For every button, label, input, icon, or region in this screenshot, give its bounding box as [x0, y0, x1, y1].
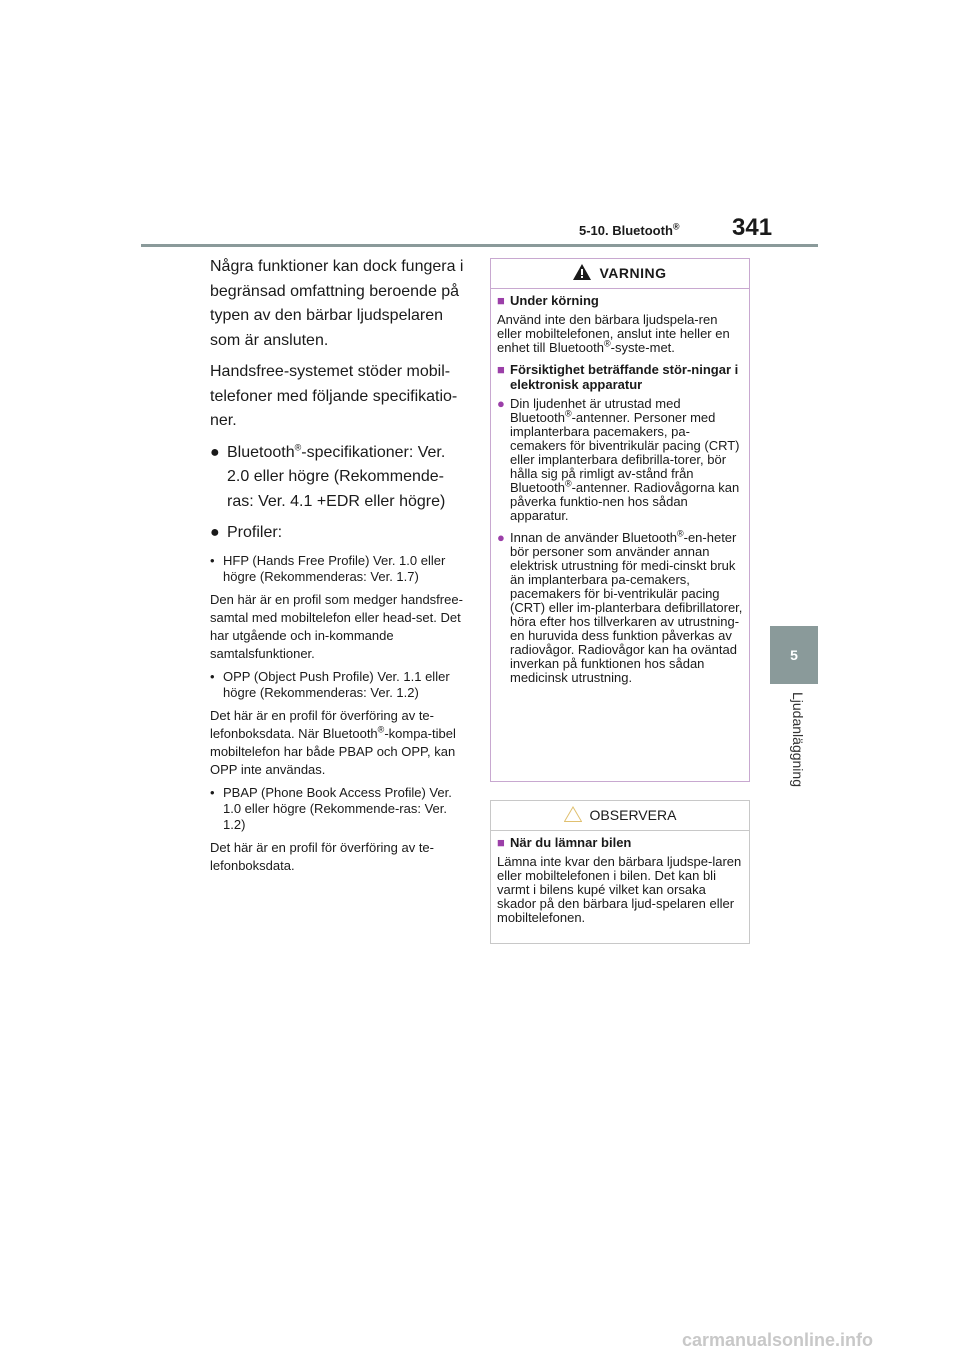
warning-title: VARNING	[599, 265, 667, 281]
notice-box	[490, 800, 750, 944]
circle-bullet-icon: ●	[497, 530, 505, 545]
pbap-description: Det här är en profil för överföring av te-lefonboksdata.	[210, 839, 434, 873]
notice-title: OBSERVERA	[589, 807, 677, 823]
notice-triangle-icon	[564, 806, 582, 822]
square-bullet-icon: ■	[497, 293, 505, 308]
square-bullet-icon: ■	[497, 362, 505, 377]
notice-header	[491, 801, 749, 831]
hfp-item: • HFP (Hands Free Profile) Ver. 1.0 eller högre (Rekommenderas: Ver. 1.7)	[210, 552, 446, 584]
opp-item: • OPP (Object Push Profile) Ver. 1.1 eller högre (Rekommenderas: Ver. 1.2)	[210, 668, 450, 700]
chapter-label: Ljudanläggning	[790, 692, 806, 787]
section-title-text: 5-10. Bluetooth	[579, 223, 673, 238]
warning-box	[490, 258, 750, 782]
bullet-bluetooth-spec: ● Bluetooth®-specifikationer: Ver. 2.0 eller högre (Rekommende-ras: Ver. 4.1 +EDR eller högre)	[210, 442, 446, 510]
warning-heading-driving: ■ Under körning	[497, 293, 599, 308]
warning-driving-text: Använd inte den bärbara ljudspela-ren eller mobiltelefonen, anslut inte heller en enhet till Bluetooth®-syste-met.	[497, 312, 730, 355]
bullet-dot-icon: ●	[210, 524, 220, 541]
registered-mark: ®	[672, 221, 680, 232]
hfp-description: Den här är en profil som medger handsfree-samtal med mobiltelefon eller head-set. Det har utgående och in-kommande samtalsfunktioner.	[210, 591, 463, 661]
warning-header	[491, 259, 749, 289]
chapter-tab[interactable]: 5	[770, 626, 818, 684]
warning-heading-interference: ■ Försiktighet beträffande stör-ningar i elektronisk apparatur	[497, 362, 739, 392]
bullet-profiles: ● Profiler:	[210, 521, 468, 546]
opp-description: Det här är en profil för överföring av te-lefonboksdata. När Bluetooth®-kompa-tibel mobiltelefon har både PBAP och OPP, kan OPP inte användas.	[210, 707, 456, 777]
page-number: 341	[732, 214, 773, 241]
circle-bullet-icon: ●	[497, 396, 505, 411]
header-rule	[141, 244, 818, 247]
warning-medical-item: ● Innan de använder Bluetooth®-en-heter bör personer som använder annan elektrisk utrustning för medi-cinskt bruk än implanterbara pa-cemakers, pacemakers för bi-ventrikulär pacing (CRT) eller im-planterbara defibrillatorer, höra efter hos tillverkaren av utrustning-en huruvida dess funktion påverkas av radiovågor. Radiovågor kan ha oväntad inverkan på funktionen hos sådan medicinsk utrustning.	[497, 528, 743, 685]
section-title	[579, 223, 680, 238]
pbap-item: • PBAP (Phone Book Access Profile) Ver. 1.0 eller högre (Rekommende-ras: Ver. 1.2)	[210, 784, 452, 832]
notice-heading: ■ När du lämnar bilen	[497, 835, 632, 850]
watermark: carmanualsonline.info	[682, 1330, 874, 1350]
notice-text: Lämna inte kvar den bärbara ljudspe-laren eller mobiltelefonen i bilen. Det kan bli varmt i bilens kupé vilket kan orsaka skador på den bärbara ljud-spelaren eller mobiltelefonen.	[497, 854, 742, 925]
handsfree-paragraph: Handsfree-systemet stöder mobil-telefoner med följande specifikatio-ner.	[210, 363, 458, 429]
intro-paragraph: Några funktioner kan dock fungera i begränsad omfattning beroende på typen av den bärbar ljudspelaren som är ansluten.	[210, 258, 464, 349]
square-bullet-icon: ■	[497, 835, 505, 850]
warning-triangle-icon	[573, 264, 591, 280]
bullet-dot-icon: ●	[210, 443, 220, 461]
left-column	[210, 255, 468, 881]
warning-antenna-item: ● Din ljudenhet är utrustad med Bluetooth®-antenner. Personer med implanterbara pacemakers, pa-cemakers för biventrikulär pacing (CRT) eller implanterbara defibrilla-torer, bör hålla sig på rimligt av-stånd från Bluetooth®-antenner. Radiovågorna kan påverka funktio-nen hos sådan apparatur.	[497, 396, 740, 523]
